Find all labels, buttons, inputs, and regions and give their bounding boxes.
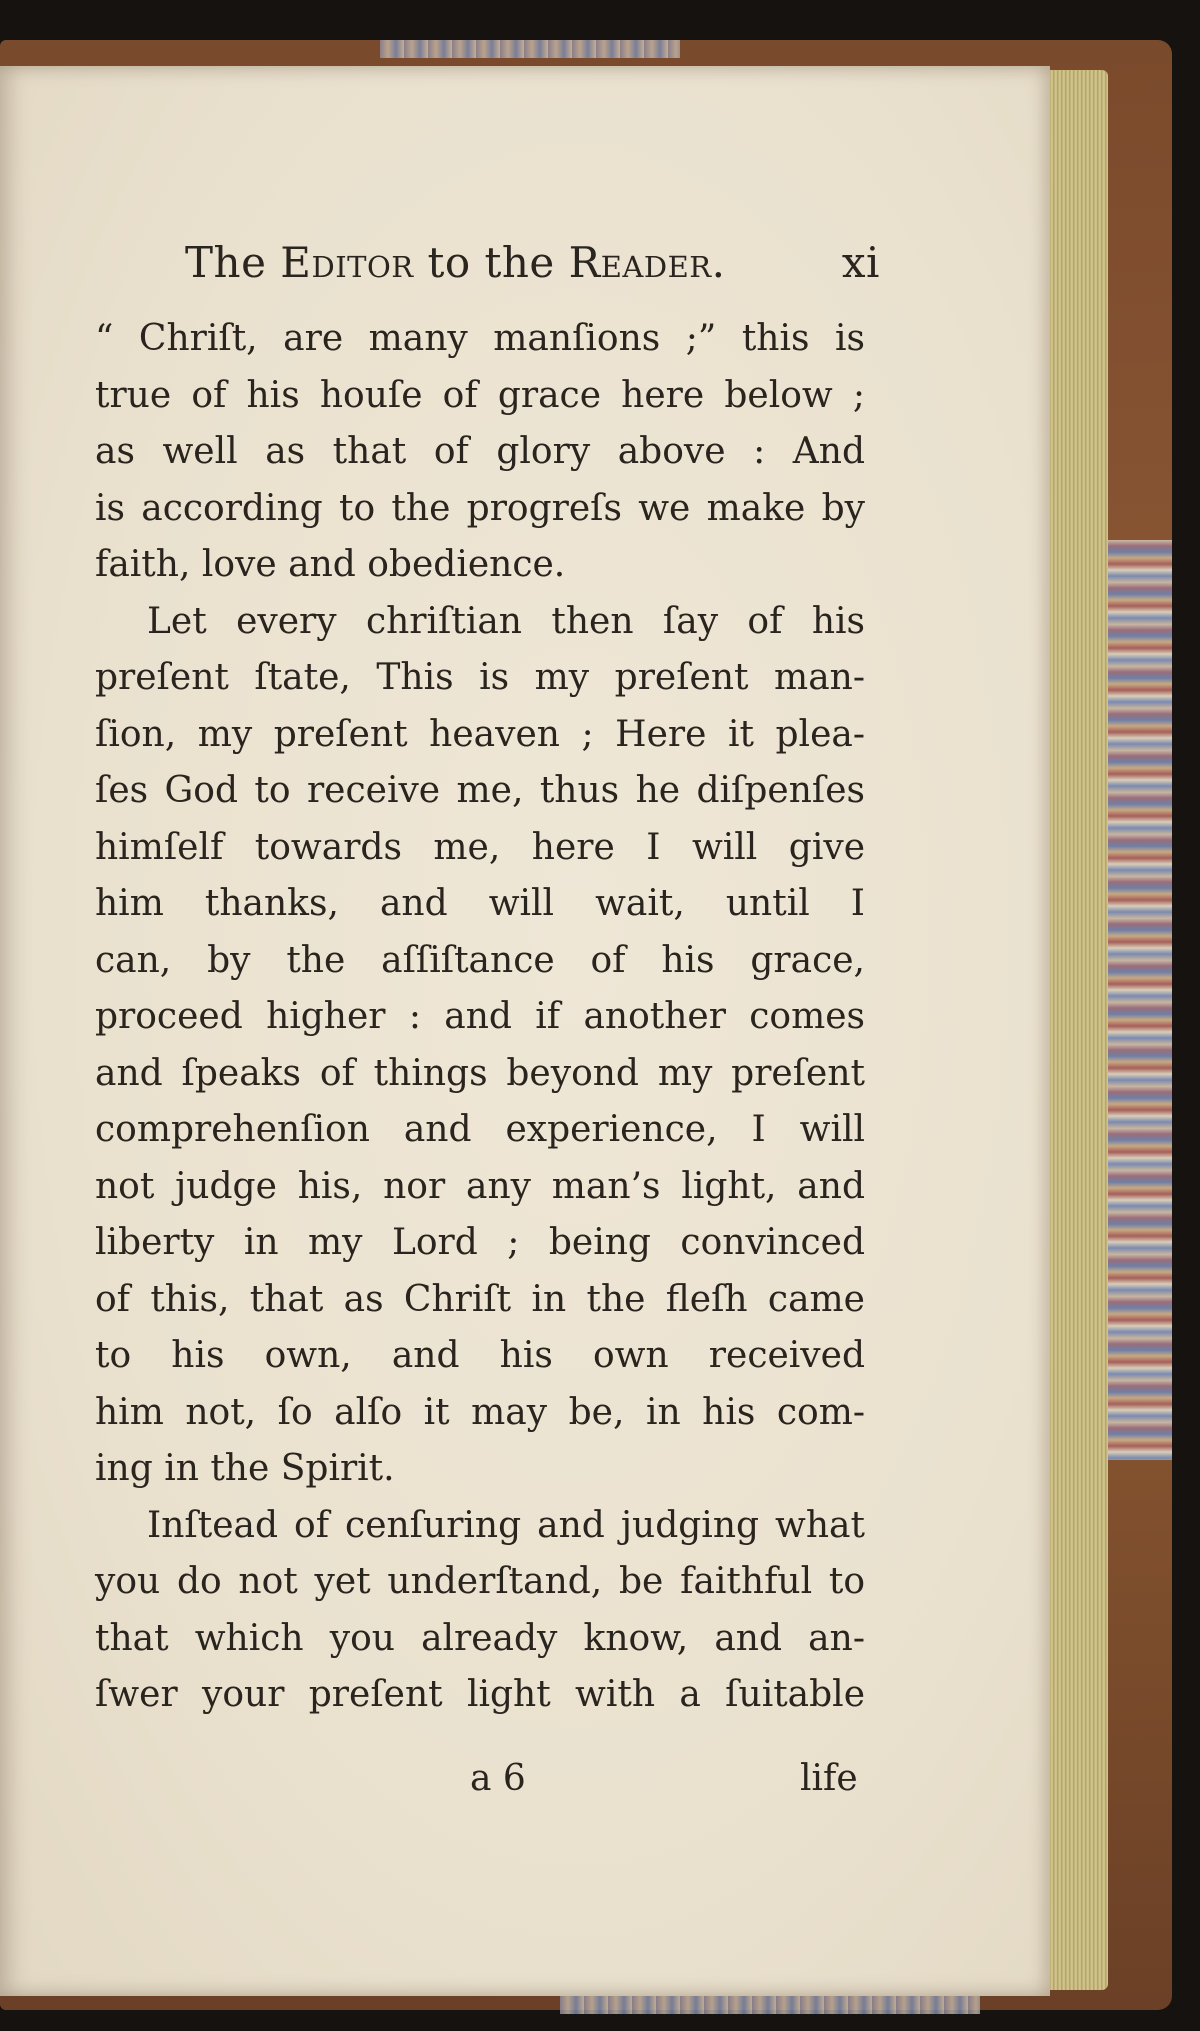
running-head [185, 238, 880, 287]
text-line: Let every chriſtian then ſay of his [147, 600, 865, 642]
text-line: ſwer your preſent light with a ſuitable [95, 1674, 865, 1715]
text-line: ing in the Spirit. [95, 1448, 395, 1489]
text-line: liberty in my Lord ; being convinced [95, 1222, 865, 1263]
running-head-the: The [185, 238, 267, 287]
text-line: can, by the aſſiſtance of his grace, [95, 939, 865, 981]
text-line: true of his houſe of grace here below ; [95, 374, 865, 416]
marbled-edge-top [380, 40, 680, 58]
text-line: not judge his, nor any man’s light, and [95, 1165, 865, 1207]
text-line: faith, love and obedience. [95, 544, 566, 585]
text-line: him not, ſo alſo it may be, in his com- [95, 1391, 865, 1433]
page-edges [1050, 70, 1108, 1990]
catchword: life [800, 1758, 858, 1799]
text-line: ſes God to receive me, thus he diſpenſes [95, 770, 865, 811]
text-line: him thanks, and will wait, until I [95, 883, 865, 924]
text-line: comprehenſion and experience, I will [95, 1109, 865, 1150]
text-line: Inſtead of cenſuring and judging what [147, 1504, 865, 1546]
text-line: as well as that of glory above : And [95, 431, 865, 472]
body-text [95, 311, 865, 1724]
text-line: that which you already know, and an- [95, 1617, 865, 1659]
text-line: to his own, and his own received [95, 1335, 865, 1376]
running-head-reader: Reader. [568, 238, 726, 287]
running-head-middle: to the [427, 238, 555, 287]
text-line: you do not yet underſtand, be faithful to [95, 1561, 865, 1602]
page-number: xi [841, 238, 880, 287]
signature-mark: a 6 [470, 1758, 526, 1799]
marbled-endpaper [1102, 540, 1172, 1460]
text-line: of this, that as Chriſt in the fleſh came [95, 1278, 865, 1320]
text-line: “ Chriſt, are many manſions ;” this is [95, 318, 865, 359]
text-line: proceed higher : and if another comes [95, 996, 865, 1037]
text-line: ſion, my preſent heaven ; Here it plea- [95, 713, 865, 755]
running-head-editor: Editor [280, 238, 414, 287]
marbled-edge-bottom [560, 1996, 980, 2014]
text-line: preſent ſtate, This is my preſent man- [95, 657, 865, 698]
text-line: is according to the progreſs we make by [95, 487, 865, 529]
book-page [0, 66, 1050, 1996]
text-line: himſelf towards me, here I will give [95, 826, 865, 868]
text-line: and ſpeaks of things beyond my preſent [95, 1052, 865, 1094]
